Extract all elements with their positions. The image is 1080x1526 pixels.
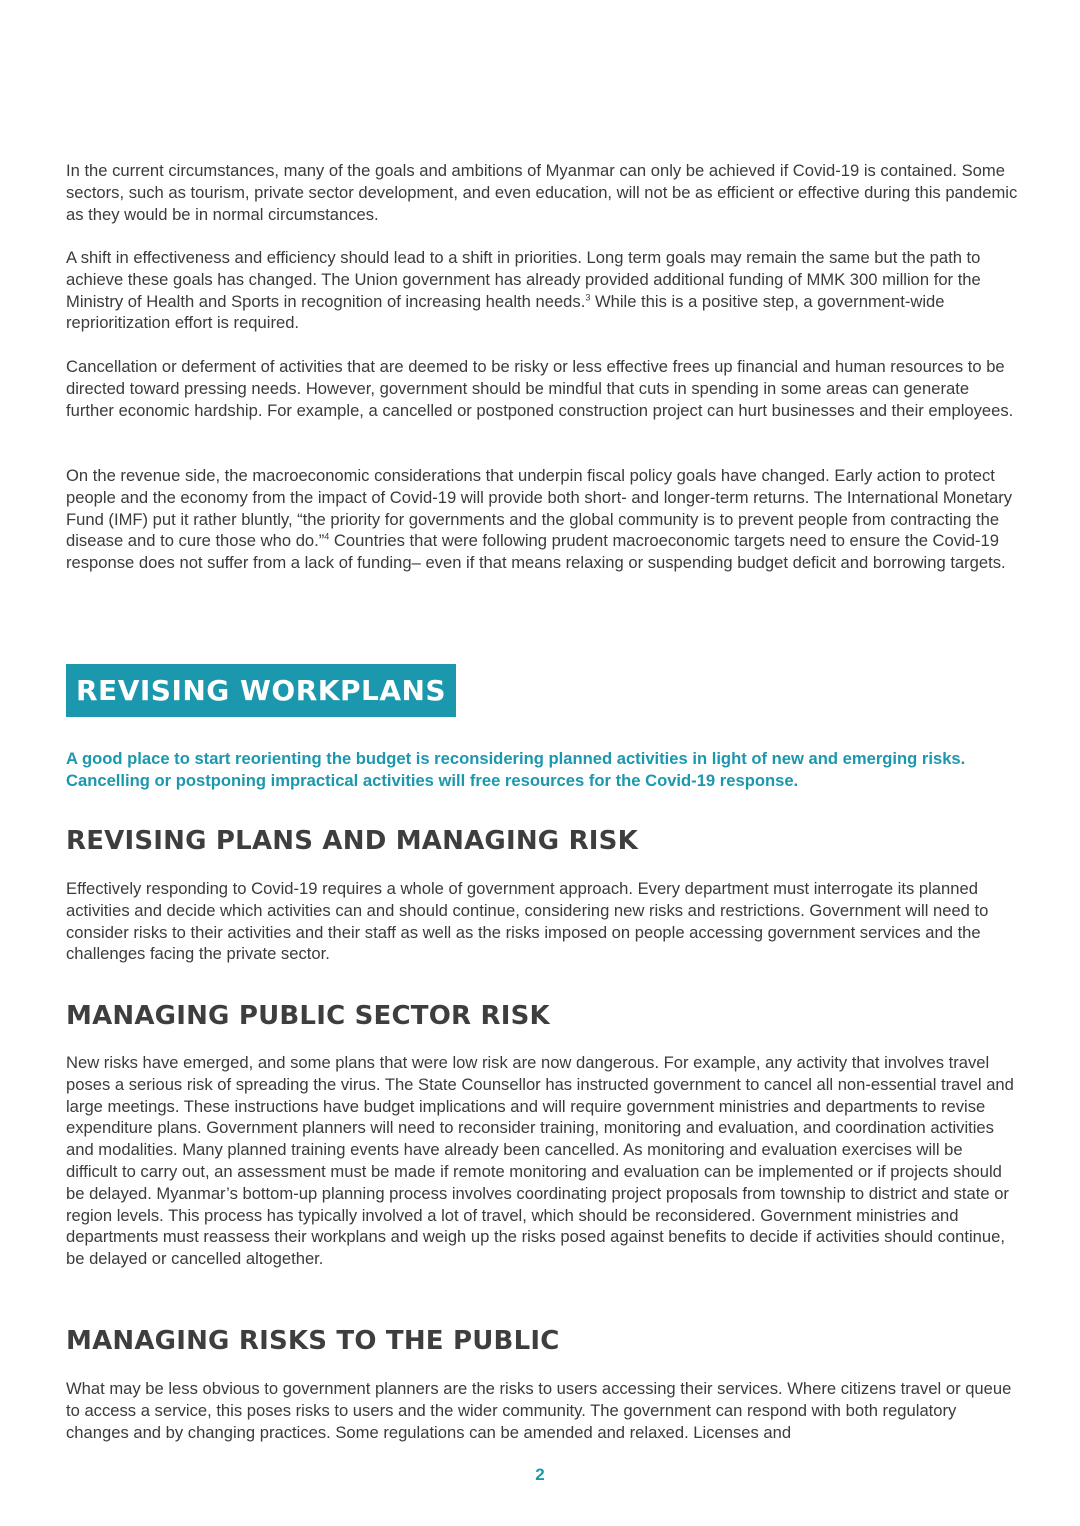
paragraph-circumstances: In the current circumstances, many of the goals and ambitions of Myanmar can only be achieved if Covid-19 is contained. Some sectors, such as tourism, private sector development, and even education, will not be as efficient or effective during this pandemic as they would be in normal circumstances. bbox=[66, 161, 1018, 224]
section-title-banner: REVISING WORKPLANS bbox=[66, 664, 456, 717]
paragraph-priorities bbox=[66, 247, 1018, 334]
paragraph-revenue bbox=[66, 465, 1018, 574]
heading-public-sector-risk: MANAGING PUBLIC SECTOR RISK bbox=[66, 1001, 550, 1031]
paragraph-revenue-text: On the revenue side, the macroeconomic considerations that underpin fiscal policy goals have changed. Early action to protect people and the economy from the impact of Covid-19 will provide both short- and longer-term returns. The International Monetary Fund (IMF) put it rather bluntly, “the priority for governments and the global community is to prevent people from contracting the disease and to cure those who do.” bbox=[66, 466, 1013, 551]
paragraph-revising-plans: Effectively responding to Covid-19 requires a whole of government approach. Every department must interrogate its planned activities and decide which activities can and should continue, considering new risks and restrictions. Government will need to consider risks to their activities and their staff as well as the risks imposed on people accessing government services and the challenges facing the private sector. bbox=[66, 879, 989, 964]
paragraph-public-sector-risk: New risks have emerged, and some plans that were low risk are now dangerous. For example, any activity that involves travel poses a serious risk of spreading the virus. The State Counsellor has instructed government to cancel all non-essential travel and large meetings. These instructions have budget implications and will require government ministries and departments to revise expenditure plans. Government planners will need to reconsider training, monitoring and evaluation, and coordination activities and modalities. Many planned training events have already been cancelled. As monitoring and evaluation exercises will be difficult to carry out, an assessment must be made if remote monitoring and evaluation can be implemented or if projects should be delayed. Myanmar’s bottom-up planning process involves coordinating project proposals from township to district and state or region levels. This process has typically involved a lot of travel, which should be reconsidered. Government ministries and departments must reassess their workplans and weigh up the risks posed against benefits to decide if activities should continue, be delayed or cancelled altogether. bbox=[66, 1053, 1014, 1269]
paragraph-priorities-text-cont: While this is a positive step, a government-wide reprioritization effort is required. bbox=[66, 291, 945, 333]
section-lead-text: A good place to start reorienting the budget is reconsidering planned activities in light of new and emerging risks. Cancelling or postponing impractical activities will free resources for the Covid-19 response. bbox=[66, 749, 966, 790]
paragraph-cancellation: Cancellation or deferment of activities that are deemed to be risky or less effective frees up financial and human resources to be directed toward pressing needs. However, government should be mindful that cuts in spending in some areas can generate further economic hardship. For example, a cancelled or postponed construction project can hurt businesses and their employees. bbox=[66, 357, 1014, 420]
heading-revising-plans: REVISING PLANS AND MANAGING RISK bbox=[66, 826, 638, 856]
paragraph-revenue-text-cont: Countries that were following prudent macroeconomic targets need to ensure the Covid-19 response does not suffer from a lack of funding– even if that means relaxing or suspending budget deficit and borrowing targets. bbox=[66, 531, 1006, 573]
page-number: 2 bbox=[535, 1465, 545, 1484]
heading-risks-to-public: MANAGING RISKS TO THE PUBLIC bbox=[66, 1326, 560, 1356]
footnote-ref-3[interactable]: 3 bbox=[585, 292, 591, 303]
footnote-ref-4[interactable]: 4 bbox=[324, 531, 330, 542]
paragraph-priorities-text: A shift in effectiveness and efficiency should lead to a shift in priorities. Long term goals may remain the same but the path to achieve these goals has changed. The Union government has already provided additional funding of MMK 300 million for the Ministry of Health and Sports in recognition of increasing health needs. bbox=[66, 248, 981, 311]
paragraph-risks-to-public: What may be less obvious to government planners are the risks to users accessing their services. Where citizens travel or queue to access a service, this poses risks to users and the wider community. The government can respond with both regulatory changes and by changing practices. Some regulations can be amended and relaxed. Licenses and bbox=[66, 1379, 1012, 1442]
